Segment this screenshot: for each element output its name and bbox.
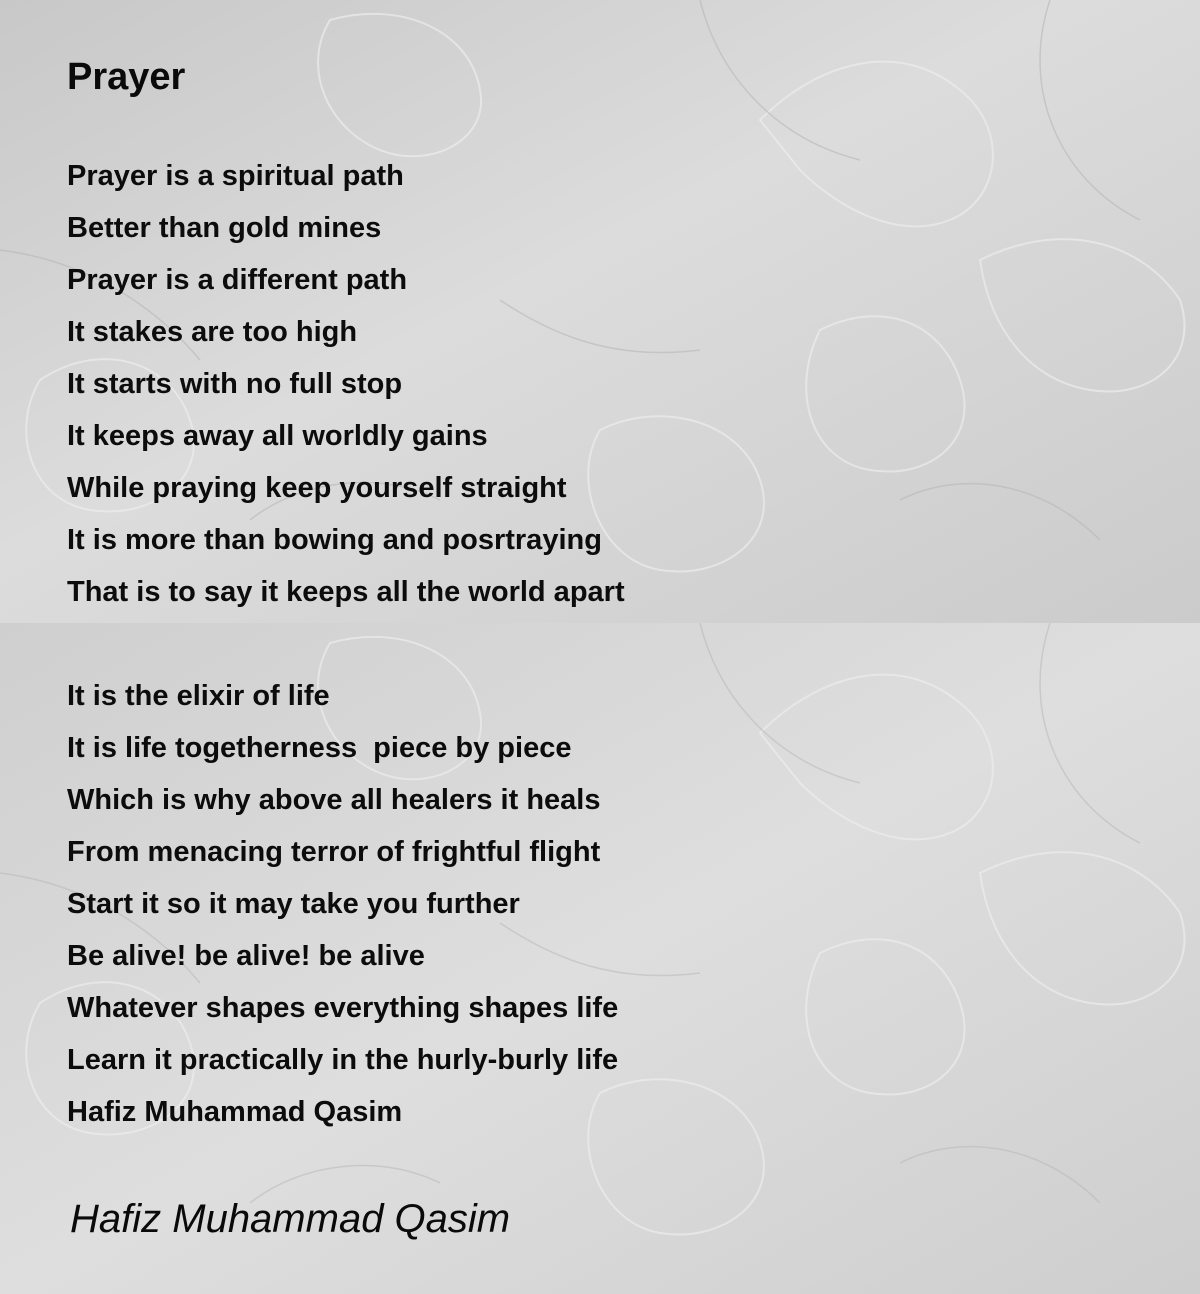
poem-line: Which is why above all healers it heals	[67, 784, 601, 816]
poem-title: Prayer	[67, 56, 186, 98]
poem-line: Hafiz Muhammad Qasim	[67, 1096, 403, 1128]
poem-line: It is life togetherness piece by piece	[67, 732, 572, 764]
poem-stanza-1	[67, 150, 625, 618]
poem-line: It starts with no full stop	[67, 368, 403, 400]
poem-stanza-2	[67, 670, 618, 1138]
poem-line: Better than gold mines	[67, 212, 382, 244]
poem-line: It is the elixir of life	[67, 680, 330, 712]
poem-line: It keeps away all worldly gains	[67, 420, 488, 452]
poem-line: It stakes are too high	[67, 316, 358, 348]
poem-line: Whatever shapes everything shapes life	[67, 992, 619, 1024]
poem-line: That is to say it keeps all the world apart	[67, 576, 625, 608]
poem-line: Prayer is a spiritual path	[67, 160, 404, 192]
author-signature: Hafiz Muhammad Qasim	[70, 1197, 511, 1241]
poem-line: While praying keep yourself straight	[67, 472, 567, 504]
poem-line: From menacing terror of frightful flight	[67, 836, 601, 868]
poem-line: Prayer is a different path	[67, 264, 408, 296]
poem-line: Learn it practically in the hurly-burly life	[67, 1044, 619, 1076]
poem-line: Start it so it may take you further	[67, 888, 520, 920]
poem-line: It is more than bowing and posrtraying	[67, 524, 602, 556]
poem-line: Be alive! be alive! be alive	[67, 940, 425, 972]
